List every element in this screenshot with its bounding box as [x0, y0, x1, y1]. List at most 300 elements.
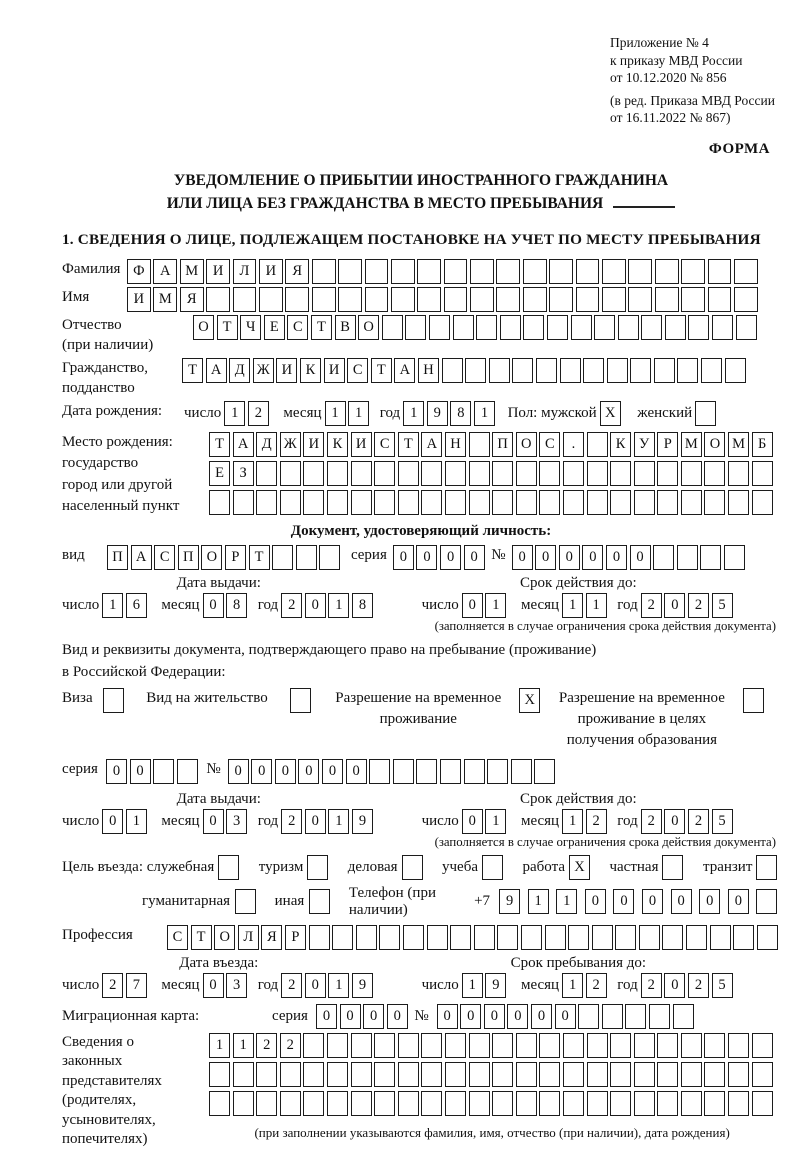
char-box [280, 1062, 301, 1087]
citizenship-boxes [182, 358, 748, 383]
char-box [465, 358, 486, 383]
entry-purpose-row2 [142, 885, 780, 919]
char-box: О [214, 925, 235, 950]
visa-option [62, 688, 126, 713]
permit-valid-month-boxes [562, 809, 609, 834]
char-box [563, 1062, 584, 1087]
char-box [398, 1062, 419, 1087]
char-box: 0 [228, 759, 249, 784]
mig-number-boxes [437, 1004, 697, 1029]
char-box [681, 1091, 702, 1116]
char-box [209, 490, 230, 515]
char-box: Е [264, 315, 285, 340]
month-label: месяц [283, 404, 322, 421]
char-box [469, 1062, 490, 1087]
purpose-other-label: иная [274, 893, 305, 909]
char-box [307, 855, 328, 880]
sex-male-checkbox [597, 401, 624, 426]
month-label: месяц [161, 812, 200, 829]
char-box [272, 545, 293, 570]
char-box [427, 925, 448, 950]
char-box: У [634, 432, 655, 457]
char-box [398, 1091, 419, 1116]
entry-month-boxes [203, 973, 250, 998]
representatives-labels [62, 1033, 209, 1150]
char-box [351, 1091, 372, 1116]
purpose-study-checkbox [478, 855, 506, 880]
char-box [332, 925, 353, 950]
char-box [209, 1062, 230, 1087]
char-box [398, 490, 419, 515]
char-box [516, 1091, 537, 1116]
char-box [704, 1033, 725, 1058]
char-box: И [127, 287, 151, 312]
char-box [725, 358, 746, 383]
char-box: 0 [298, 759, 319, 784]
char-box [700, 545, 721, 570]
char-box: 9 [352, 809, 373, 834]
char-box: 2 [281, 973, 302, 998]
char-box [512, 358, 533, 383]
char-box [523, 287, 547, 312]
char-box: 0 [275, 759, 296, 784]
char-box: 0 [460, 1004, 481, 1029]
char-box [476, 315, 497, 340]
mig-number-label: № [414, 1007, 429, 1024]
doc-seria-label: серия [350, 546, 387, 563]
char-box: 2 [641, 973, 662, 998]
char-box: Б [752, 432, 773, 457]
char-box: 2 [688, 973, 709, 998]
char-box [657, 1091, 678, 1116]
char-box [625, 1004, 646, 1029]
doc-issue-year-boxes [281, 593, 375, 618]
char-box: 0 [464, 545, 485, 570]
char-box [536, 358, 557, 383]
char-box [445, 490, 466, 515]
phone-prefix: +7 [474, 893, 491, 909]
char-box [379, 925, 400, 950]
permit-valid-year-boxes [641, 809, 735, 834]
char-box [470, 287, 494, 312]
permit-issue-group [62, 809, 376, 834]
char-box: Н [445, 432, 466, 457]
char-box: Н [418, 358, 439, 383]
field-doc-kind [62, 545, 780, 570]
day-label: число [62, 812, 100, 829]
char-box: 0 [512, 545, 533, 570]
temp-permit-checkbox [511, 688, 543, 713]
char-box [655, 259, 679, 284]
char-box [369, 759, 390, 784]
valid-note: (заполняется в случае ограничения срока действия документа) [434, 618, 776, 633]
char-box: 1 [474, 401, 495, 426]
char-box [492, 1062, 513, 1087]
char-box [568, 925, 589, 950]
day-label: число [62, 976, 100, 993]
char-box: М [728, 432, 749, 457]
field-birth-date [62, 401, 780, 426]
char-box [662, 925, 683, 950]
birth-year-boxes [403, 401, 497, 426]
char-box [440, 759, 461, 784]
representatives-label-line: усыновителях, [62, 1111, 156, 1128]
purpose-transit-checkbox [752, 855, 780, 880]
permit-number-boxes [228, 759, 558, 784]
char-box: А [394, 358, 415, 383]
char-box [285, 287, 309, 312]
char-box: С [347, 358, 368, 383]
char-box [474, 925, 495, 950]
char-box [560, 358, 581, 383]
purpose-official-checkbox [214, 855, 242, 880]
doc-valid-month-boxes [562, 593, 609, 618]
char-box: 0 [606, 545, 627, 570]
char-box: К [610, 432, 631, 457]
form-title [62, 170, 780, 215]
representatives-row3-boxes [209, 1091, 775, 1116]
purpose-study-label: учеба [442, 858, 478, 875]
sex-female-checkbox [692, 401, 719, 426]
char-box [681, 1033, 702, 1058]
char-box [728, 1062, 749, 1087]
char-box: 0 [582, 545, 603, 570]
purpose-transit-label: транзит [702, 858, 753, 875]
char-box [516, 1062, 537, 1087]
char-box [539, 1091, 560, 1116]
char-box [398, 461, 419, 486]
char-box [374, 1062, 395, 1087]
char-box [280, 490, 301, 515]
char-box [523, 259, 547, 284]
char-box: И [259, 259, 283, 284]
char-box [309, 889, 330, 914]
char-box [421, 461, 442, 486]
char-box: 3 [226, 809, 247, 834]
stay-until-group [422, 973, 736, 998]
char-box [628, 259, 652, 284]
char-box [453, 315, 474, 340]
char-box [209, 1091, 230, 1116]
char-box: И [206, 259, 230, 284]
char-box [757, 925, 778, 950]
char-box: Ж [280, 432, 301, 457]
purpose-other-checkbox [304, 889, 333, 914]
char-box [256, 461, 277, 486]
char-box: Т [398, 432, 419, 457]
char-box [429, 315, 450, 340]
issue-date-header: Дата выдачи: [176, 790, 261, 807]
char-box [634, 1062, 655, 1087]
char-box [469, 1033, 490, 1058]
char-box [391, 259, 415, 284]
char-box: А [233, 432, 254, 457]
char-box: 0 [305, 809, 326, 834]
residence-permit-label: Вид на жительство [146, 689, 268, 706]
char-box [681, 490, 702, 515]
char-box [103, 688, 124, 713]
char-box [752, 1091, 773, 1116]
char-box [756, 855, 777, 880]
char-box [594, 315, 615, 340]
char-box: 2 [248, 401, 269, 426]
permit-issue-month-boxes [203, 809, 250, 834]
char-box [256, 490, 277, 515]
char-box [728, 490, 749, 515]
char-box [444, 287, 468, 312]
doc-valid-col [422, 575, 736, 618]
char-box [657, 490, 678, 515]
char-box [421, 1062, 442, 1087]
form-title-line2: ИЛИ ЛИЦА БЕЗ ГРАЖДАНСТВА В МЕСТО ПРЕБЫВАНИЯ [62, 192, 780, 215]
permit-issue-day-boxes [102, 809, 149, 834]
char-box [153, 759, 174, 784]
char-box: 2 [688, 809, 709, 834]
birth-date-label: Дата рождения: [62, 402, 163, 419]
char-box [681, 259, 705, 284]
char-box [482, 855, 503, 880]
char-box [233, 490, 254, 515]
char-box [338, 259, 362, 284]
purpose-tourism-option [259, 855, 331, 880]
name-boxes [127, 287, 760, 312]
representatives-label-line: законных [62, 1053, 123, 1069]
day-label: число [62, 596, 100, 613]
char-box [610, 1062, 631, 1087]
char-box: 0 [462, 809, 483, 834]
char-box: Т [217, 315, 238, 340]
char-box [563, 1033, 584, 1058]
char-box [549, 287, 573, 312]
char-box: 0 [585, 889, 606, 914]
char-box: 9 [352, 973, 373, 998]
char-box [417, 287, 441, 312]
char-box: 1 [209, 1033, 230, 1058]
char-box: 0 [203, 973, 224, 998]
char-box [734, 259, 758, 284]
field-citizenship [62, 358, 780, 398]
char-box [351, 461, 372, 486]
char-box: 0 [699, 889, 720, 914]
valid-note: (заполняется в случае ограничения срока действия документа) [434, 834, 776, 849]
residence-permit-checkbox [282, 688, 314, 713]
char-box [610, 490, 631, 515]
order-reference [610, 34, 780, 127]
char-box [724, 545, 745, 570]
char-box [563, 1091, 584, 1116]
char-box: 5 [712, 593, 733, 618]
char-box: Т [311, 315, 332, 340]
char-box: С [287, 315, 308, 340]
doc-valid-group [422, 593, 736, 618]
char-box: 2 [256, 1033, 277, 1058]
char-box [610, 1033, 631, 1058]
char-box: О [516, 432, 537, 457]
char-box: М [180, 259, 204, 284]
stay-doc-line1: Вид и реквизиты документа, подтверждающего право на пребывание (проживание) [62, 641, 597, 658]
purpose-humanitarian-checkbox [230, 889, 259, 914]
char-box: Р [225, 545, 246, 570]
char-box [563, 461, 584, 486]
char-box: 0 [106, 759, 127, 784]
char-box [496, 287, 520, 312]
char-box [657, 1033, 678, 1058]
char-box: 0 [555, 1004, 576, 1029]
char-box: 0 [484, 1004, 505, 1029]
char-box: 0 [559, 545, 580, 570]
char-box: А [421, 432, 442, 457]
stay-until-col [422, 955, 736, 998]
char-box [634, 461, 655, 486]
char-box [421, 490, 442, 515]
char-box: 2 [688, 593, 709, 618]
char-box: X [569, 855, 590, 880]
char-box [469, 461, 490, 486]
birthplace-boxes [209, 432, 775, 519]
entry-stay-dates [62, 955, 780, 998]
month-label: месяц [520, 812, 560, 829]
char-box: 2 [641, 593, 662, 618]
char-box: 0 [130, 759, 151, 784]
char-box [576, 287, 600, 312]
char-box: П [107, 545, 128, 570]
char-box [489, 358, 510, 383]
name-label: Имя [62, 288, 90, 305]
char-box [492, 1033, 513, 1058]
char-box [547, 315, 568, 340]
char-box: 0 [346, 759, 367, 784]
visa-label: Виза [62, 689, 93, 706]
char-box: 2 [280, 1033, 301, 1058]
visa-checkbox [95, 688, 127, 713]
char-box [704, 1062, 725, 1087]
char-box: 6 [126, 593, 147, 618]
permit-seria-label: серия [62, 760, 98, 777]
temp-permit-label: Разрешение на временное проживание [335, 689, 502, 727]
char-box: 0 [664, 593, 685, 618]
char-box: 3 [226, 973, 247, 998]
permit-valid-group [422, 809, 736, 834]
char-box [382, 315, 403, 340]
char-box: 1 [126, 809, 147, 834]
char-box: 0 [416, 545, 437, 570]
char-box [686, 925, 707, 950]
birthplace-labels [62, 432, 209, 518]
char-box: И [324, 358, 345, 383]
temp-permit-option [335, 688, 543, 730]
char-box: 1 [462, 973, 483, 998]
sex-group [508, 401, 719, 426]
birth-day-boxes [224, 401, 271, 426]
char-box: 9 [499, 889, 520, 914]
entry-year-boxes [281, 973, 375, 998]
char-box [677, 545, 698, 570]
char-box [728, 1033, 749, 1058]
char-box [587, 490, 608, 515]
char-box [610, 461, 631, 486]
char-box: 0 [630, 545, 651, 570]
char-box: С [167, 925, 188, 950]
char-box [602, 1004, 623, 1029]
residence-permit-option [146, 688, 313, 713]
birthplace-label-line1: Место рождения: [62, 433, 173, 450]
char-box [177, 759, 198, 784]
permit-issue-col [62, 791, 376, 834]
char-box [374, 1033, 395, 1058]
char-box [405, 315, 426, 340]
char-box: Т [249, 545, 270, 570]
char-box: А [131, 545, 152, 570]
patronymic-label-line2: (при наличии) [62, 336, 154, 353]
char-box [235, 889, 256, 914]
birth-date-group [184, 401, 498, 426]
char-box [303, 461, 324, 486]
char-box [673, 1004, 694, 1029]
char-box: 1 [562, 973, 583, 998]
patronymic-boxes [193, 315, 759, 340]
char-box: 1 [224, 401, 245, 426]
char-box: Л [233, 259, 257, 284]
month-label: месяц [520, 596, 560, 613]
purpose-official-label: Цель въезда: служебная [62, 858, 215, 875]
char-box: 1 [556, 889, 577, 914]
char-box [576, 259, 600, 284]
char-box: 1 [528, 889, 549, 914]
char-box [539, 490, 560, 515]
birthplace-label-line2: государство [62, 455, 139, 471]
char-box [607, 358, 628, 383]
char-box: 8 [450, 401, 471, 426]
char-box [374, 461, 395, 486]
char-box [539, 1033, 560, 1058]
char-box [351, 1062, 372, 1087]
char-box [391, 287, 415, 312]
doc-number-label: № [491, 546, 506, 563]
char-box [578, 1004, 599, 1029]
char-box: 2 [281, 809, 302, 834]
char-box [303, 490, 324, 515]
char-box [511, 759, 532, 784]
purpose-business-option [348, 855, 425, 880]
entry-purpose-row [62, 855, 780, 880]
char-box [497, 925, 518, 950]
stay-until-header: Срок пребывания до: [510, 954, 647, 971]
doc-kind-boxes [107, 545, 343, 570]
ref-line: к приказу МВД России [610, 52, 743, 68]
char-box [393, 759, 414, 784]
field-surname [62, 259, 780, 284]
char-box: . [563, 432, 584, 457]
purpose-private-checkbox [658, 855, 686, 880]
char-box [571, 315, 592, 340]
char-box [587, 432, 608, 457]
char-box: 0 [387, 1004, 408, 1029]
permit-valid-day-boxes [462, 809, 509, 834]
field-permit-number [62, 759, 780, 784]
char-box [587, 1033, 608, 1058]
day-label: число [184, 404, 222, 421]
char-box: 9 [485, 973, 506, 998]
birthplace-label-line3: город или другой [62, 476, 173, 493]
month-label: месяц [161, 976, 200, 993]
permit-issue-year-boxes [281, 809, 375, 834]
birthplace-row2-boxes [209, 461, 775, 486]
char-box [734, 287, 758, 312]
char-box: 0 [340, 1004, 361, 1029]
char-box: 0 [440, 545, 461, 570]
identity-doc-heading: Документ, удостоверяющий личность: [290, 522, 552, 539]
char-box [677, 358, 698, 383]
